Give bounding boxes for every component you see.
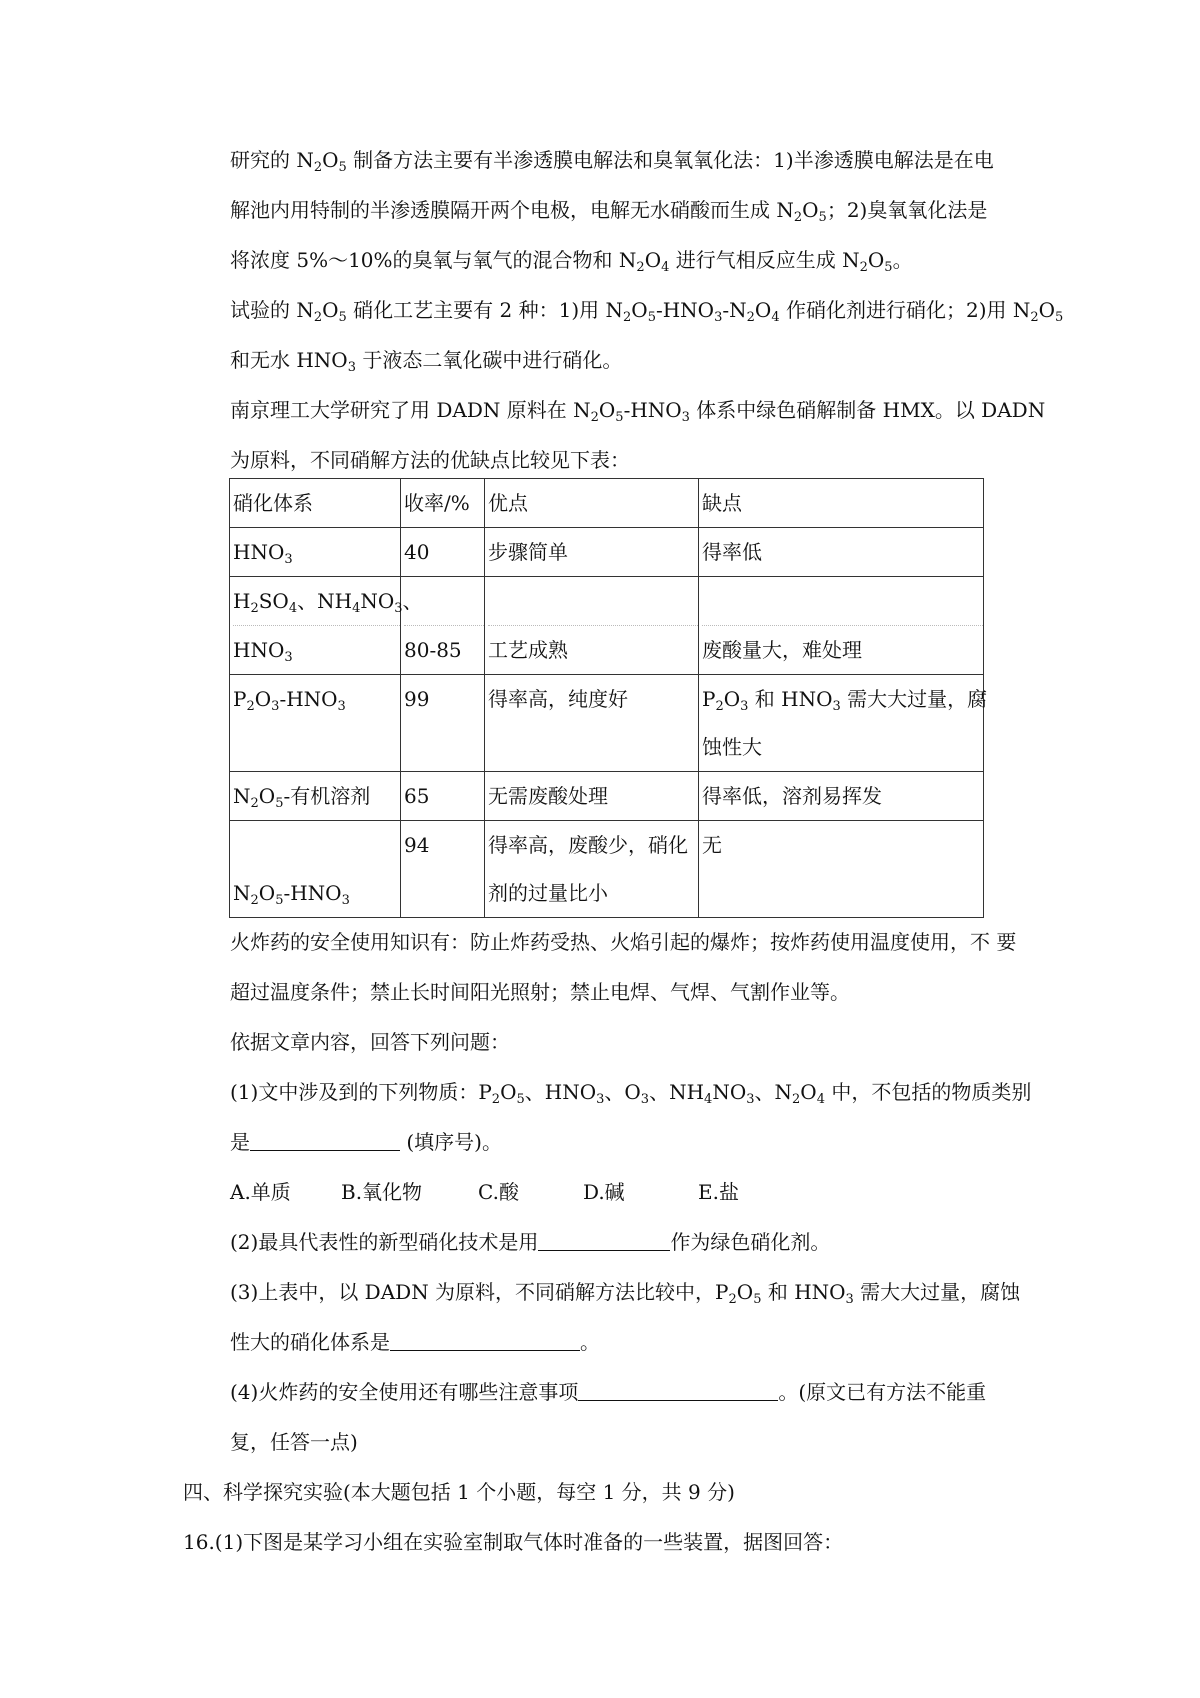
table-cell-disadvantage: 得率低，溶剂易挥发 [699, 772, 984, 821]
questions-intro: 依据文章内容，回答下列问题： [230, 1030, 510, 1054]
paragraph-preparation-line-3: 将浓度 5%～10%的臭氧与氧气的混合物和 $N_2O_4$ 进行气相反应生成 $N_2O_5$。 [230, 248, 913, 275]
table-cell-line: $P_2O_3$ 和 $HNO_3$ 需大大过量，腐 [702, 687, 988, 714]
table-cell-line: $N_2O_5-HNO_3$ [233, 881, 350, 908]
question-3-line-1: (3)上表中，以 DADN 为原料，不同硝解方法比较中，$P_2O_5$ 和 $HNO_3$ 需大大过量，腐蚀 [230, 1280, 1021, 1307]
table-header-row [230, 479, 984, 528]
table-header-cell: 缺点 [699, 479, 984, 528]
paragraph-dadn-line-1: 南京理工大学研究了用 DADN 原料在 $N_2O_5-HNO_3$ 体系中绿色硝解制备 HMX。以 DADN [230, 398, 1046, 425]
table-cell-advantage [485, 821, 699, 918]
table-row [230, 772, 984, 821]
table-row [230, 577, 984, 675]
question-3-line-2: 性大的硝化体系是 。 [230, 1330, 600, 1354]
table-row [230, 675, 984, 772]
paragraph-preparation-line-1: 研究的 $N_2O_5$ 制备方法主要有半渗透膜电解法和臭氧氧化法：1)半渗透膜电解法是在电 [230, 148, 994, 175]
table-cell-disadvantage: 无 [699, 821, 984, 918]
question-2: (2)最具代表性的新型硝化技术是用 作为绿色硝化剂。 [230, 1230, 831, 1254]
table-cell-system: $HNO_3$ [230, 528, 401, 577]
table-cell-line: 剂的过量比小 [488, 881, 608, 905]
table-header-cell: 优点 [485, 479, 699, 528]
table-cell-yield: 80-85 [401, 577, 485, 675]
table-cell-yield: 65 [401, 772, 485, 821]
answer-blank-3[interactable] [390, 1330, 580, 1351]
table-cell-line: $HNO_3$ [233, 638, 293, 665]
table-cell-system: $N_2O_5-$有机溶剂 [230, 772, 401, 821]
paragraph-preparation-line-2: 解池内用特制的半渗透膜隔开两个电极，电解无水硝酸而生成 $N_2O_5$；2)臭氧氧化法是 [230, 198, 988, 225]
table-cell-line: 得率高，废酸少，硝化 [488, 833, 688, 857]
paragraph-safety-line-2: 超过温度条件；禁止长时间阳光照射；禁止电焊、气焊、气割作业等。 [230, 980, 850, 1004]
option-d: D.碱 [583, 1180, 625, 1204]
table-cell-advantage: 无需废酸处理 [485, 772, 699, 821]
table-cell-disadvantage: 得率低 [699, 528, 984, 577]
table-cell-advantage: 步骤简单 [485, 528, 699, 577]
table-header-cell: 硝化体系 [230, 479, 401, 528]
table-cell-yield: 94 [401, 821, 485, 918]
section-heading: 四、科学探究实验(本大题包括 1 个小题，每空 1 分，共 9 分) [183, 1480, 735, 1504]
table-cell-system: $P_2O_3-HNO_3$ [230, 675, 401, 772]
paragraph-nitration-line-2: 和无水 $HNO_3$ 于液态二氧化碳中进行硝化。 [230, 348, 623, 375]
question-16-intro: 16.(1)下图是某学习小组在实验室制取气体时准备的一些装置，据图回答： [183, 1530, 844, 1554]
table-cell-system [230, 821, 401, 918]
nitration-comparison-table [229, 478, 988, 918]
answer-blank-1[interactable] [250, 1130, 400, 1151]
table-row [230, 528, 984, 577]
question-4-line-2: 复，任答一点) [230, 1430, 358, 1454]
answer-blank-2[interactable] [538, 1230, 670, 1251]
question-1-line-1: (1)文中涉及到的下列物质：$P_2O_5$、$HNO_3$、$O_3$、$NH_4NO_3$、$N_2O_4$ 中，不包括的物质类别 [230, 1080, 1032, 1107]
table-row [230, 821, 984, 918]
table-cell-line: 蚀性大 [702, 735, 762, 759]
table-cell-yield: 40 [401, 528, 485, 577]
table-cell-yield: 99 [401, 675, 485, 772]
table-cell-advantage: 工艺成熟 [485, 577, 699, 675]
table-cell-line: $H_2SO_4$、$NH_4NO_3$、 [233, 577, 400, 626]
paragraph-safety-line-1: 火炸药的安全使用知识有：防止炸药受热、火焰引起的爆炸；按炸药使用温度使用，不 要 [230, 930, 1017, 954]
paragraph-dadn-line-2: 为原料，不同硝解方法的优缺点比较见下表： [230, 448, 630, 472]
option-b: B.氧化物 [341, 1180, 423, 1204]
option-e: E.盐 [698, 1180, 739, 1204]
table-cell-system [230, 577, 423, 675]
table-cell-disadvantage [699, 675, 988, 772]
table-cell-disadvantage: 废酸量大，难处理 [699, 577, 984, 675]
table-cell-advantage: 得率高，纯度好 [485, 675, 699, 772]
table-header-cell: 收率/% [401, 479, 485, 528]
question-4-line-1: (4)火炸药的安全使用还有哪些注意事项 。(原文已有方法不能重 [230, 1380, 987, 1404]
paragraph-nitration-line-1: 试验的 $N_2O_5$ 硝化工艺主要有 2 种：1)用 $N_2O_5-HNO_3-N_2O_4$ 作硝化剂进行硝化；2)用 $N_2O_5$ [230, 298, 1064, 325]
answer-blank-4[interactable] [578, 1380, 778, 1401]
option-c: C.酸 [478, 1180, 519, 1204]
option-a: A.单质 [230, 1180, 291, 1204]
question-1-line-2: 是 (填序号)。 [230, 1130, 502, 1154]
